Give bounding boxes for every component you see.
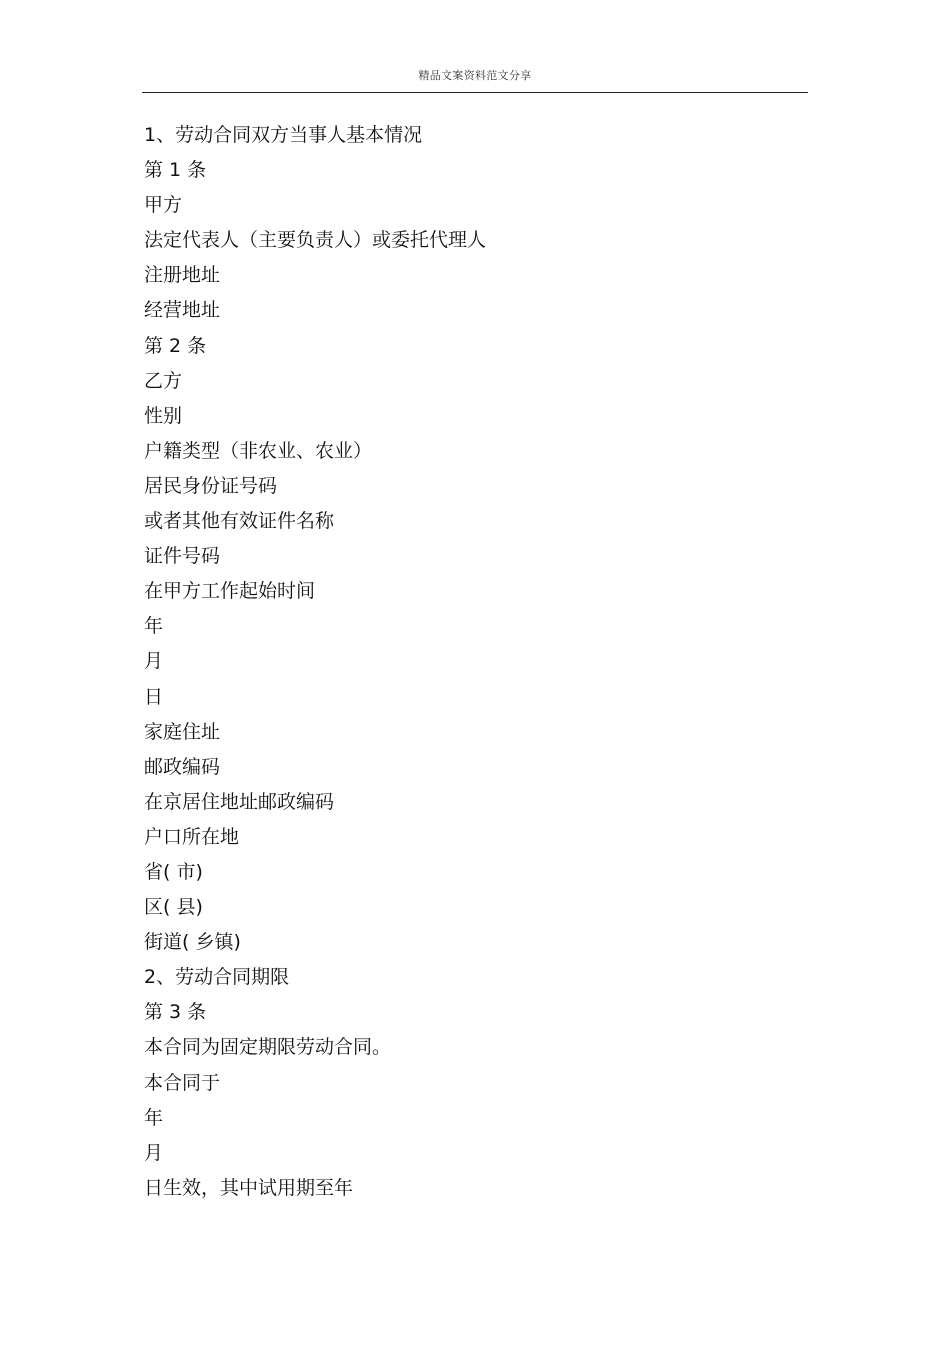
text-line: 在甲方工作起始时间 <box>144 580 316 603</box>
text-line: 在京居住地址邮政编码 <box>144 790 335 813</box>
text-line: 甲方 <box>144 194 183 217</box>
text-line: 日 <box>144 685 164 708</box>
text-line: 法定代表人（主要负责人）或委托代理人 <box>144 229 487 252</box>
text-line: 日生效，其中试用期至年 <box>144 1176 354 1199</box>
text-line: 户籍类型（非农业、农业） <box>144 439 373 462</box>
text-line: 性别 <box>144 404 183 427</box>
text-line: 年 <box>144 1106 164 1129</box>
text-line: 月 <box>144 650 164 673</box>
text-line: 乙方 <box>144 369 183 392</box>
section-heading-parties: 1、劳动合同双方当事人基本情况 <box>144 124 423 146</box>
section-heading-term: 2、劳动合同期限 <box>144 966 290 989</box>
text-line: 年 <box>144 615 164 638</box>
text-line: 区( 县) <box>144 896 203 919</box>
text-line: 家庭住址 <box>144 720 221 743</box>
text-line: 居民身份证号码 <box>144 474 278 497</box>
header-title: 精品文案资料范文分享 <box>418 69 532 82</box>
text-line: 或者其他有效证件名称 <box>144 510 335 533</box>
text-line: 证件号码 <box>144 545 221 568</box>
article-heading: 第 3 条 <box>144 1001 207 1024</box>
document-body <box>144 118 804 1206</box>
article-heading: 第 1 条 <box>144 159 207 182</box>
text-line: 户口所在地 <box>144 825 240 848</box>
page-header <box>142 66 808 93</box>
text-line: 经营地址 <box>144 299 221 322</box>
text-line: 本合同为固定期限劳动合同。 <box>144 1036 392 1059</box>
text-line: 邮政编码 <box>144 755 221 778</box>
text-line: 月 <box>144 1141 164 1164</box>
text-line: 省( 市) <box>144 860 203 883</box>
text-line: 街道( 乡镇) <box>144 931 241 954</box>
text-line: 本合同于 <box>144 1071 221 1094</box>
article-heading: 第 2 条 <box>144 334 207 357</box>
text-line: 注册地址 <box>144 264 221 287</box>
